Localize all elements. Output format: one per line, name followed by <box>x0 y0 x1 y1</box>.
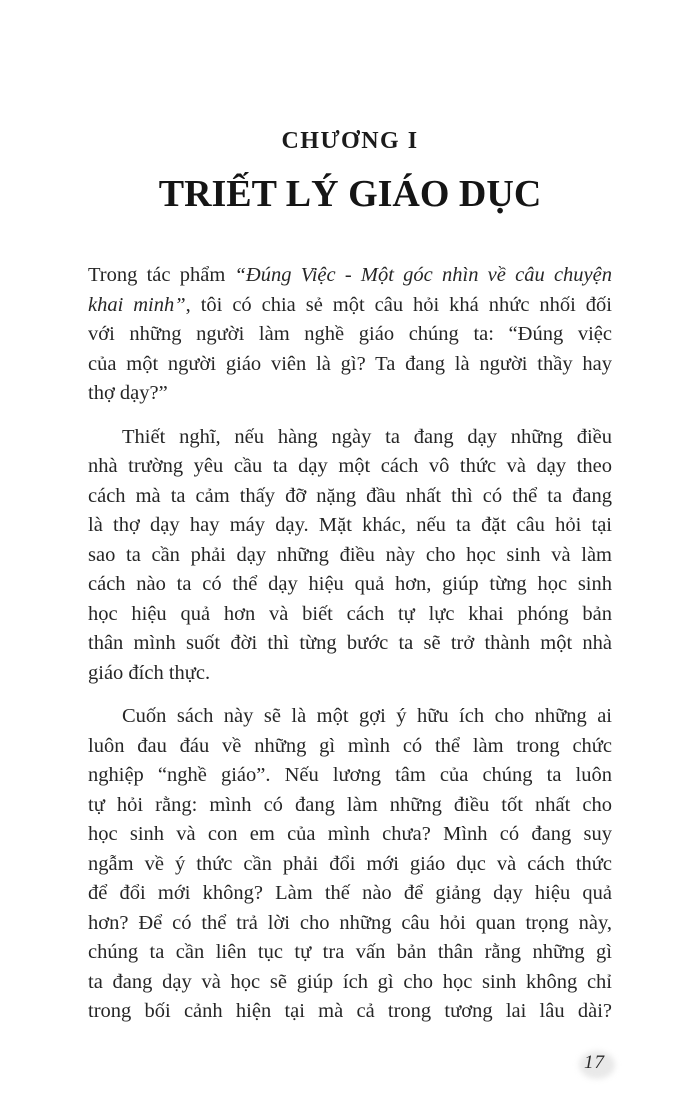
paragraph <box>88 702 612 1027</box>
text-segment: của một người giáo viên là gì? Ta đang là người thầy hay <box>88 352 612 375</box>
body-text <box>88 261 612 1041</box>
text-line <box>88 350 612 380</box>
text-segment: học sinh và con em của mình chưa? Mình có đang suy <box>88 823 612 845</box>
italic-text-segment: khai minh” <box>88 293 186 316</box>
text-segment: chúng ta cần liên tục tự tra vấn bản thân rằng những gì <box>88 941 612 963</box>
text-line <box>88 879 612 909</box>
text-segment: tự hỏi rằng: mình có đang làm những điều tốt nhất cho <box>88 793 612 816</box>
text-segment: luôn đau đáu về những gì mình có thể làm trong chức <box>88 734 612 757</box>
text-line <box>88 570 612 600</box>
text-segment: ngẫm về ý thức cần phải đổi mới giáo dục và cách thức <box>88 852 612 875</box>
text-line <box>88 909 612 939</box>
text-segment: trong bối cảnh hiện tại mà cả trong tương lai lâu dài? <box>88 1000 612 1022</box>
text-segment: nhà trường yêu cầu ta dạy một cách vô thức và dạy theo <box>88 455 612 477</box>
text-line <box>88 261 612 291</box>
text-segment: thân mình suốt đời thì từng bước ta sẽ trở thành một nhà <box>88 632 612 654</box>
text-line <box>88 938 612 968</box>
text-line <box>88 968 612 998</box>
page-title: TRIẾT LÝ GIÁO DỤC <box>158 173 542 215</box>
text-segment: thợ dạy?” <box>88 382 168 404</box>
text-line <box>88 320 612 350</box>
text-segment: cách mà ta cảm thấy đỡ nặng đầu nhất thì có thể ta đang <box>88 484 612 507</box>
text-line <box>88 820 612 850</box>
text-line <box>88 850 612 880</box>
text-line <box>88 761 612 791</box>
text-segment: Trong tác phẩm <box>88 264 235 286</box>
text-segment: là thợ dạy hay máy dạy. Mặt khác, nếu ta đặt câu hỏi tại <box>88 514 612 536</box>
text-line <box>88 732 612 762</box>
text-line <box>88 452 612 482</box>
text-segment: Cuốn sách này sẽ là một gợi ý hữu ích cho những ai <box>122 705 612 727</box>
text-segment: cách nào ta có thể dạy hiệu quả hơn, giúp từng học sinh <box>88 573 612 595</box>
text-segment: , tôi có chia sẻ một câu hỏi khá nhức nhối đối <box>185 293 612 316</box>
text-line <box>88 659 612 689</box>
text-line <box>88 423 612 453</box>
paragraph <box>88 261 612 409</box>
text-segment: với những người làm nghề giáo chúng ta: “Đúng việc <box>88 323 612 345</box>
text-line <box>88 791 612 821</box>
text-line <box>88 600 612 630</box>
text-line <box>88 511 612 541</box>
paragraph <box>88 423 612 689</box>
text-segment: để đổi mới không? Làm thế nào để giảng dạy hiệu quả <box>88 882 612 904</box>
text-line <box>88 997 612 1027</box>
text-line <box>88 629 612 659</box>
chapter-label: CHƯƠNG I <box>281 128 419 154</box>
page-number: 17 <box>584 1052 605 1073</box>
text-segment: giáo đích thực. <box>88 661 211 684</box>
text-segment: nghiệp “nghề giáo”. Nếu lương tâm của chúng ta luôn <box>88 764 612 786</box>
text-segment: học hiệu quả hơn và biết cách tự lực khai phóng bản <box>88 602 612 625</box>
text-segment: Thiết nghĩ, nếu hàng ngày ta đang dạy những điều <box>122 425 612 448</box>
text-segment: ta đang dạy và học sẽ giúp ích gì cho học sinh không chỉ <box>88 970 612 993</box>
text-line <box>88 482 612 512</box>
italic-text-segment: “Đúng Việc - Một góc nhìn về câu chuyện <box>234 264 612 286</box>
text-line <box>88 702 612 732</box>
text-segment: hơn? Để có thể trả lời cho những câu hỏi quan trọng này, <box>88 911 612 934</box>
text-line <box>88 541 612 571</box>
text-line <box>88 379 612 409</box>
text-segment: sao ta cần phải dạy những điều này cho học sinh và làm <box>88 543 612 566</box>
text-line <box>88 291 612 321</box>
